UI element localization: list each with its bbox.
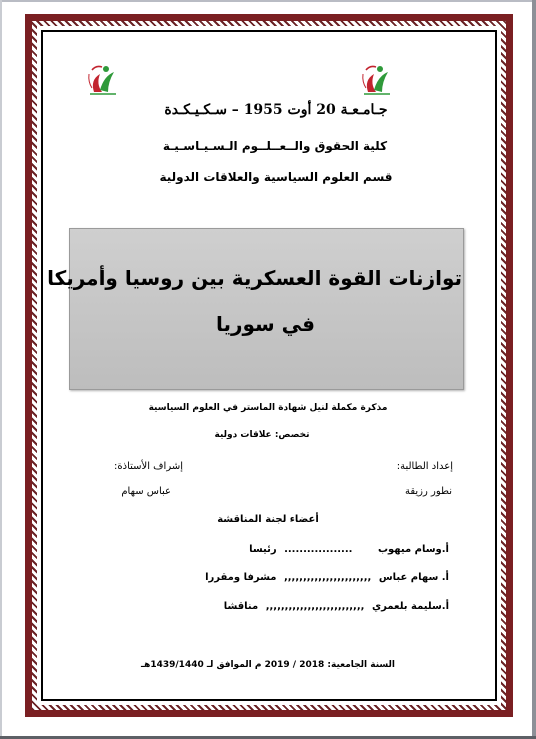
window-edge-right — [532, 0, 536, 739]
supervisor-label: إشراف الأستاذة: — [114, 461, 183, 472]
committee-row — [205, 572, 449, 583]
thesis-title-line2: في سوريا — [215, 312, 316, 336]
committee-role: مناقشا — [223, 601, 259, 612]
committee-row — [224, 601, 449, 612]
committee-dots: .................. — [284, 544, 353, 555]
department-name: قسم العلوم السياسية والعلاقات الدولية — [159, 170, 393, 184]
thesis-title-line1: توازنات القوة العسكرية بين روسيا وأمريكا — [47, 266, 462, 290]
thesis-title-box — [47, 228, 464, 390]
university-logo-right-icon — [360, 62, 394, 98]
prepared-by-label: إعداد الطالبة: — [396, 461, 453, 472]
specialty: تخصص: علاقات دولية — [214, 430, 310, 440]
committee-dots: ,,,,,,,,,,,,,,,,,,,,,,, — [283, 572, 372, 583]
committee-member-name: أ.وسام ميهوب — [377, 544, 449, 555]
student-name: نطور رزيقة — [404, 486, 452, 497]
committee-role: رئيسا — [249, 544, 277, 555]
committee-member-name: أ.سليمة بلعمري — [371, 601, 449, 612]
committee-member-name: أ. سهام عباس — [378, 572, 449, 583]
committee-row — [249, 544, 449, 555]
thesis-note: مذكرة مكملة لنيل شهادة الماستر في العلوم السياسية — [148, 403, 388, 413]
university-logo-left-icon — [86, 62, 120, 98]
academic-year: السنة الجامعية: 2018 / 2019 م الموافق لـ 1439/1440هـ — [141, 660, 395, 670]
supervisor-name: عباس سهام — [121, 486, 171, 497]
university-name: جـامـعـة 20 أوت 1955 – سـكـيـكـدة — [164, 102, 388, 118]
faculty-name: كلية الحقوق والــعــلــوم الـسـيـاسـيـة — [162, 139, 388, 153]
committee-heading: أعضاء لجنة المناقشة — [217, 514, 319, 525]
committee-dots: ,,,,,,,,,,,,,,,,,,,,,,,,,, — [265, 601, 365, 612]
committee-role: مشرفا ومقررا — [205, 572, 277, 583]
